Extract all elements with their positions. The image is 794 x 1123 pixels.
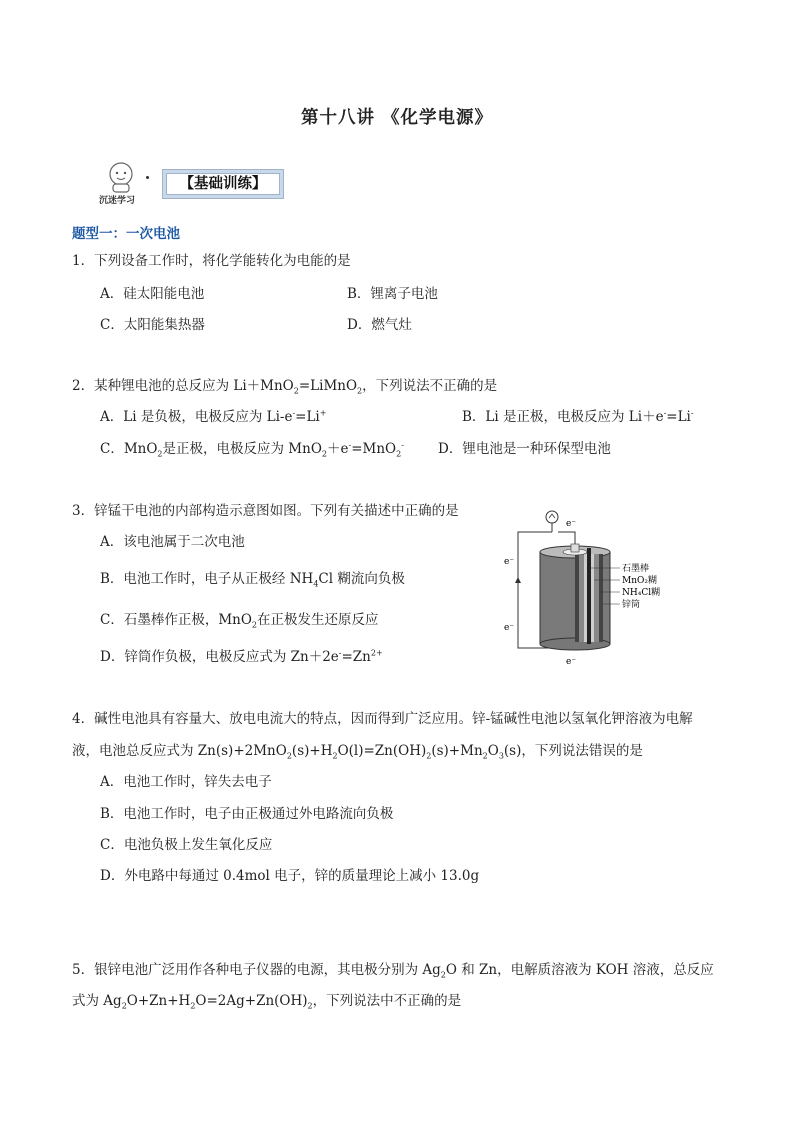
mascot-label: 沉迷学习: [99, 196, 136, 206]
q1-option-b: B．锂离子电池: [347, 286, 438, 302]
q5-stem-line1: 5．银锌电池广泛用作各种电子仪器的电源，其电极分别为 $Ag_2O$ 和 Zn，电解质溶液为 KOH 溶液，总反应: [72, 962, 714, 980]
q4-option-d: D．外电路中每通过 0.4mol 电子，锌的质量理论上减小 13.0g: [100, 868, 480, 884]
label-zinc: 锌筒: [622, 600, 641, 610]
q2-option-a: A．Li 是负极，电极反应为 Li-e-=Li+: [100, 408, 327, 425]
q1-option-c: C．太阳能集热器: [100, 317, 205, 333]
electron-label-left-top: e⁻: [504, 557, 515, 567]
dry-cell-diagram: [500, 510, 680, 670]
section-heading: 题型一：一次电池: [72, 226, 180, 242]
q5-stem-line2: 式为 $Ag_2O+Zn+H_2O=2Ag+Zn(OH)_2$，下列说法中不正确的是: [72, 993, 462, 1011]
banner-label: 【基础训练】: [166, 173, 280, 195]
electron-label-bottom: e⁻: [566, 657, 577, 667]
bulb-icon: [546, 511, 558, 523]
mascot-icon: [104, 160, 138, 194]
q1-option-d: D．燃气灶: [347, 317, 412, 333]
electron-label-left-bottom: e⁻: [504, 623, 515, 633]
electron-label-top: e⁻: [566, 519, 577, 529]
q2-option-d: D．锂电池是一种环保型电池: [438, 441, 611, 457]
label-nh4cl: NH₄Cl糊: [622, 588, 661, 598]
q1-option-a: A．硅太阳能电池: [100, 286, 205, 302]
q2-option-b: B．Li 是正极，电极反应为 Li＋e-=Li-: [462, 408, 694, 425]
section-banner: [162, 169, 284, 199]
q1-stem: 1．下列设备工作时，将化学能转化为电能的是: [72, 253, 351, 269]
q4-option-b: B．电池工作时，电子由正极通过外电路流向负极: [100, 806, 394, 822]
q2-option-c: C．MnO$_2$是正极，电极反应为 MnO$_2$＋e-=MnO$_2$-: [100, 440, 404, 459]
q3-option-d: D．锌筒作负极，电极反应式为 $Zn+2e^-=Zn^{2+}$: [100, 648, 383, 665]
page-title: 第十八讲 《化学电源》: [300, 108, 494, 128]
q3-option-a: A．该电池属于二次电池: [100, 534, 245, 550]
q4-stem-line2: 液，电池总反应式为 $Zn(s)+2MnO_2(s)+H_2O(l)=Zn(OH)_2(s)+Mn_2O_3(s)$，下列说法错误的是: [72, 743, 643, 761]
label-graphite: 石墨棒: [622, 564, 650, 574]
q4-stem-line1: 4．碱性电池具有容量大、放电电流大的特点，因而得到广泛应用。锌-锰碱性电池以氢氧化钾溶液为电解: [72, 711, 693, 727]
label-mno2: MnO₂糊: [622, 576, 657, 586]
q4-option-c: C．电池负极上发生氧化反应: [100, 837, 273, 853]
q3-option-b: B．电池工作时，电子从正极经 $NH_4Cl$ 糊流向负极: [100, 571, 405, 589]
bullet-dot: [146, 176, 149, 179]
q4-option-a: A．电池工作时，锌失去电子: [100, 774, 272, 790]
q3-option-c: C．石墨棒作正极，MnO$_2$在正极发生还原反应: [100, 612, 379, 630]
q3-stem: 3．锌锰干电池的内部构造示意图如图。下列有关描述中正确的是: [72, 503, 459, 519]
q2-stem: 2．某种锂电池的总反应为 Li＋MnO$_2$=LiMnO$_2$，下列说法不正确的是: [72, 378, 498, 396]
